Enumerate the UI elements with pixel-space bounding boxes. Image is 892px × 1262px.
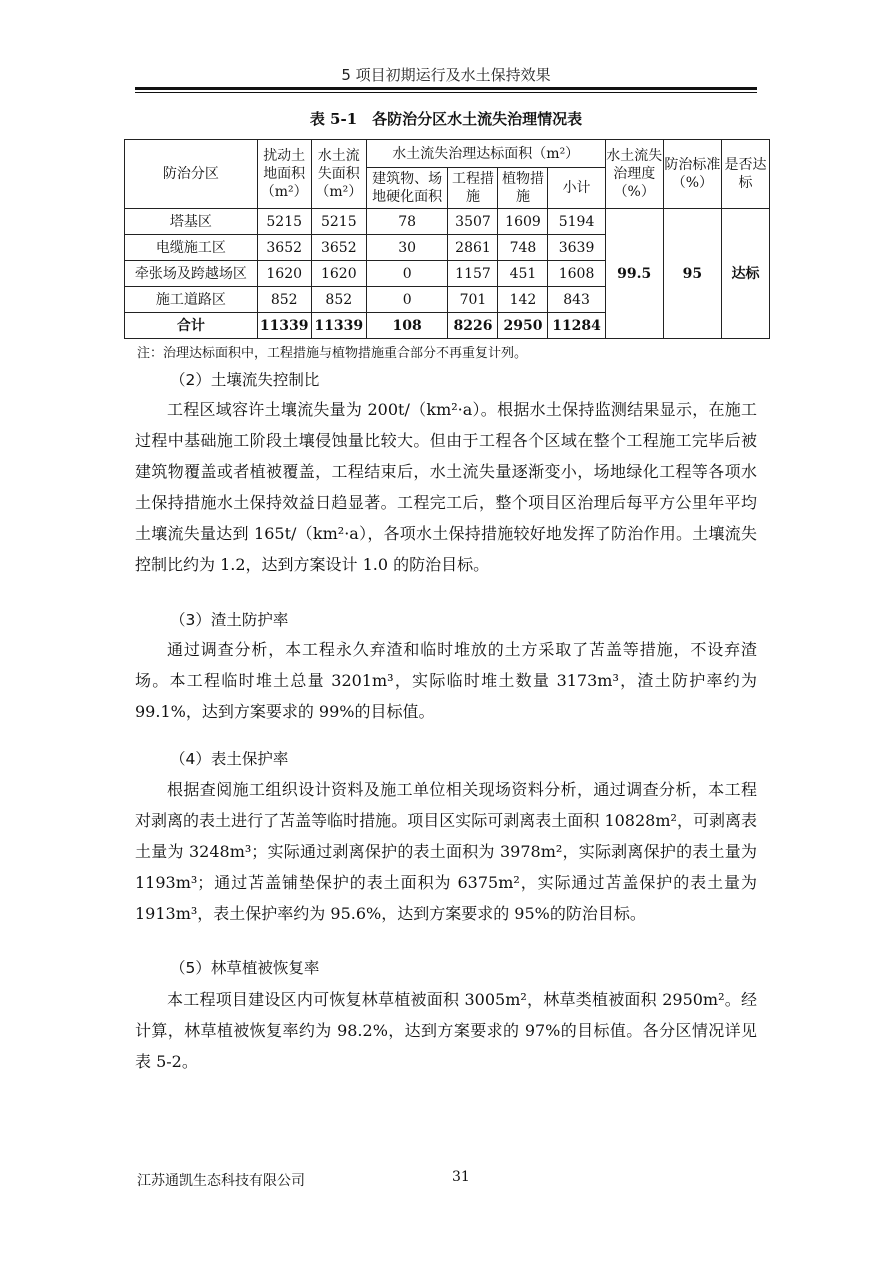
cell-building: 108 [366,313,448,339]
cell-subtotal: 3639 [548,235,605,261]
table-row [125,209,770,235]
col-zone: 防治分区 [125,140,258,209]
cell-building: 30 [366,235,448,261]
col-met: 是否达标 [721,140,769,209]
control-table [124,139,770,339]
cell-loss: 1620 [311,261,366,287]
cell-subtotal: 11284 [548,313,605,339]
section-heading: （2）土壤流失控制比 [170,371,320,389]
cell-building: 0 [366,287,448,313]
col-treatment-degree: 水土流失治理度（%） [605,140,663,209]
section-body: 根据查阅施工组织设计资料及施工单位相关现场资料分析，通过调查分析，本工程对剥离的表土进行了苫盖等临时措施。项目区实际可剥离表土面积 10828m²，可剥离表土量为 3248m³；实际通过剥离保护的表土面积为 3978m²，实际剥离保护的表土量为 1193m³；通过苫盖铺垫保护的表土面积为 6375m²，实际通过苫盖保护的表土量为 1913m³，表土保护率约为 95.6%，达到方案要求的 95%的防治目标。 [135,780,757,923]
cell-met: 达标 [721,209,769,339]
cell-subtotal: 843 [548,287,605,313]
cell-subtotal: 1608 [548,261,605,287]
cell-zone: 施工道路区 [125,287,258,313]
cell-plant: 748 [498,235,548,261]
cell-disturbed: 1620 [257,261,311,287]
cell-plant: 451 [498,261,548,287]
cell-plant: 2950 [498,313,548,339]
cell-disturbed: 852 [257,287,311,313]
table-note: 注：治理达标面积中，工程措施与植物措施重合部分不再重复计列。 [137,346,528,361]
cell-plant: 1609 [498,209,548,235]
cell-treatment-degree: 99.5 [605,209,663,339]
col-building: 建筑物、场地硬化面积 [366,168,448,209]
cell-disturbed: 11339 [257,313,311,339]
section-body: 工程区域容许土壤流失量为 200t/（km²·a）。根据水土保持监测结果显示，在施工过程中基础施工阶段土壤侵蚀量比较大。但由于工程各个区域在整个工程施工完毕后被建筑物覆盖或者植被覆盖，工程结束后，水土流失量逐渐变小，场地绿化工程等各项水土保持措施水土保持效益日趋显著。工程完工后，整个项目区治理后每平方公里年平均土壤流失量达到 165t/（km²·a），各项水土保持措施较好地发挥了防治作用。土壤流失控制比约为 1.2，达到方案设计 1.0 的防治目标。 [135,400,757,574]
running-header: 5 项目初期运行及水土保持效果 [341,66,551,84]
cell-engineering: 8226 [448,313,498,339]
col-standard: 防治标准（%） [663,140,721,209]
cell-plant: 142 [498,287,548,313]
col-plant: 植物措施 [498,168,548,209]
col-engineering: 工程措施 [448,168,498,209]
table-caption: 表 5-1 各防治分区水土流失治理情况表 [309,110,583,128]
footer-company: 江苏通凯生态科技有限公司 [137,1173,305,1189]
cell-building: 0 [366,261,448,287]
section-body: 通过调查分析，本工程永久弃渣和临时堆放的土方采取了苫盖等措施，不设弃渣场。本工程临时堆土总量 3201m³，实际临时堆土数量 3173m³，渣土防护率约为 99.1%，达到方案要求的 99%的目标值。 [135,640,757,721]
header-rule [135,87,757,90]
cell-loss: 3652 [311,235,366,261]
col-group: 水土流失治理达标面积（m²） [366,140,605,168]
section-heading: （4）表土保护率 [170,750,289,768]
page-number: 31 [452,1169,470,1185]
cell-engineering: 701 [448,287,498,313]
cell-subtotal: 5194 [548,209,605,235]
col-subtotal: 小计 [548,168,605,209]
cell-engineering: 3507 [448,209,498,235]
section-body: 本工程项目建设区内可恢复林草植被面积 3005m²，林草类植被面积 2950m²。经计算，林草植被恢复率约为 98.2%，达到方案要求的 97%的目标值。各分区情况详见表 5-2。 [135,990,757,1071]
cell-engineering: 1157 [448,261,498,287]
section-heading: （5）林草植被恢复率 [170,959,320,977]
cell-loss: 11339 [311,313,366,339]
col-disturbed: 扰动土地面积（m²） [257,140,311,209]
cell-loss: 5215 [311,209,366,235]
cell-zone: 电缆施工区 [125,235,258,261]
header-rule-thin [135,92,757,93]
cell-disturbed: 3652 [257,235,311,261]
col-loss-area: 水土流失面积（m²） [311,140,366,209]
cell-zone: 塔基区 [125,209,258,235]
section-heading: （3）渣土防护率 [170,611,289,629]
cell-disturbed: 5215 [257,209,311,235]
cell-zone: 牵张场及跨越场区 [125,261,258,287]
cell-building: 78 [366,209,448,235]
cell-engineering: 2861 [448,235,498,261]
cell-zone: 合计 [125,313,258,339]
cell-loss: 852 [311,287,366,313]
cell-standard: 95 [663,209,721,339]
